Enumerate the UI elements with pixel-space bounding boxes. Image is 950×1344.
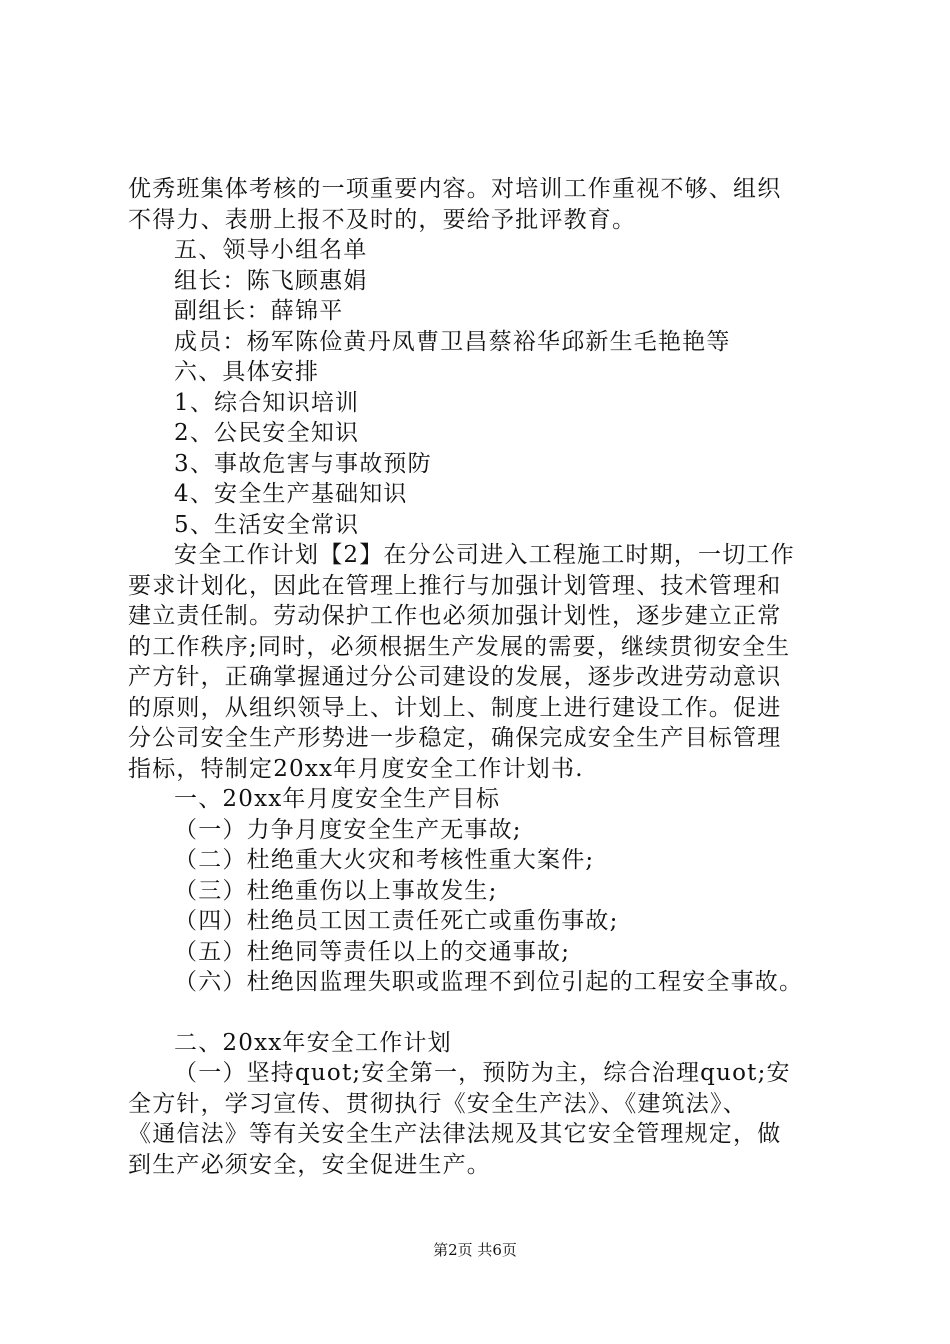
text-line: 2、公民安全知识	[174, 420, 360, 446]
text-line: 《通信法》等有关安全生产法律法规及其它安全管理规定，做	[128, 1121, 782, 1147]
text-line: （六）杜绝因监理失职或监理不到位引起的工程安全事故。	[174, 969, 804, 995]
text-line: 指标，特制定20xx年月度安全工作计划书.	[128, 755, 584, 782]
text-line: 六、具体安排	[174, 359, 320, 385]
document-body	[128, 174, 848, 1180]
text-line: （五）杜绝同等责任以上的交通事故;	[174, 938, 571, 965]
text-line: 产方针，正确掌握通过分公司建设的发展，逐步改进劳动意识	[128, 664, 782, 690]
paragraph-gap	[128, 998, 848, 1028]
text-line: 建立责任制。劳动保护工作也必须加强计划性，逐步建立正常	[128, 603, 782, 629]
text-line: 优秀班集体考核的一项重要内容。对培训工作重视不够、组织	[128, 176, 782, 202]
text-line: （一）力争月度安全生产无事故;	[174, 816, 522, 843]
text-line: 4、安全生产基础知识	[174, 481, 408, 507]
text-line: 到生产必须安全，安全促进生产。	[128, 1151, 491, 1178]
text-line: （一）坚持quot;安全第一，预防为主，综合治理quot;安	[174, 1060, 791, 1086]
text-line: 不得力、表册上报不及时的，要给予批评教育。	[128, 206, 637, 233]
text-line: 全方针，学习宣传、贯彻执行《安全生产法》、《建筑法》、	[128, 1090, 747, 1117]
text-line: （四）杜绝员工因工责任死亡或重伤事故;	[174, 908, 619, 934]
text-line: （二）杜绝重大火灾和考核性重大案件;	[174, 847, 595, 873]
text-line: （三）杜绝重伤以上事故发生;	[174, 877, 498, 904]
page-footer: 第2页 共6页	[433, 1241, 517, 1259]
text-line: 要求计划化，因此在管理上推行与加强计划管理、技术管理和	[128, 572, 782, 599]
text-line: 五、领导小组名单	[174, 237, 368, 263]
text-line: 组长：陈飞顾惠娟	[174, 267, 368, 294]
text-line: 分公司安全生产形势进一步稳定，确保完成安全生产目标管理	[128, 725, 782, 751]
text-line: 副组长：薛锦平	[174, 298, 344, 324]
text-line: 安全工作计划【2】在分公司进入工程施工时期，一切工作	[174, 542, 795, 568]
text-line: 一、20xx年月度安全生产目标	[174, 786, 501, 812]
text-line: 的原则，从组织领导上、计划上、制度上进行建设工作。促进	[128, 694, 782, 721]
text-line: 1、综合知识培训	[174, 389, 360, 416]
text-line: 成员：杨军陈俭黄丹凤曹卫昌蔡裕华邱新生毛艳艳等	[174, 328, 731, 355]
text-line: 3、事故危害与事故预防	[174, 450, 432, 477]
text-line: 5、生活安全常识	[174, 511, 360, 538]
text-line: 二、20xx年安全工作计划	[174, 1029, 452, 1056]
text-line: 的工作秩序;同时，必须根据生产发展的需要，继续贯彻安全生	[128, 633, 791, 660]
